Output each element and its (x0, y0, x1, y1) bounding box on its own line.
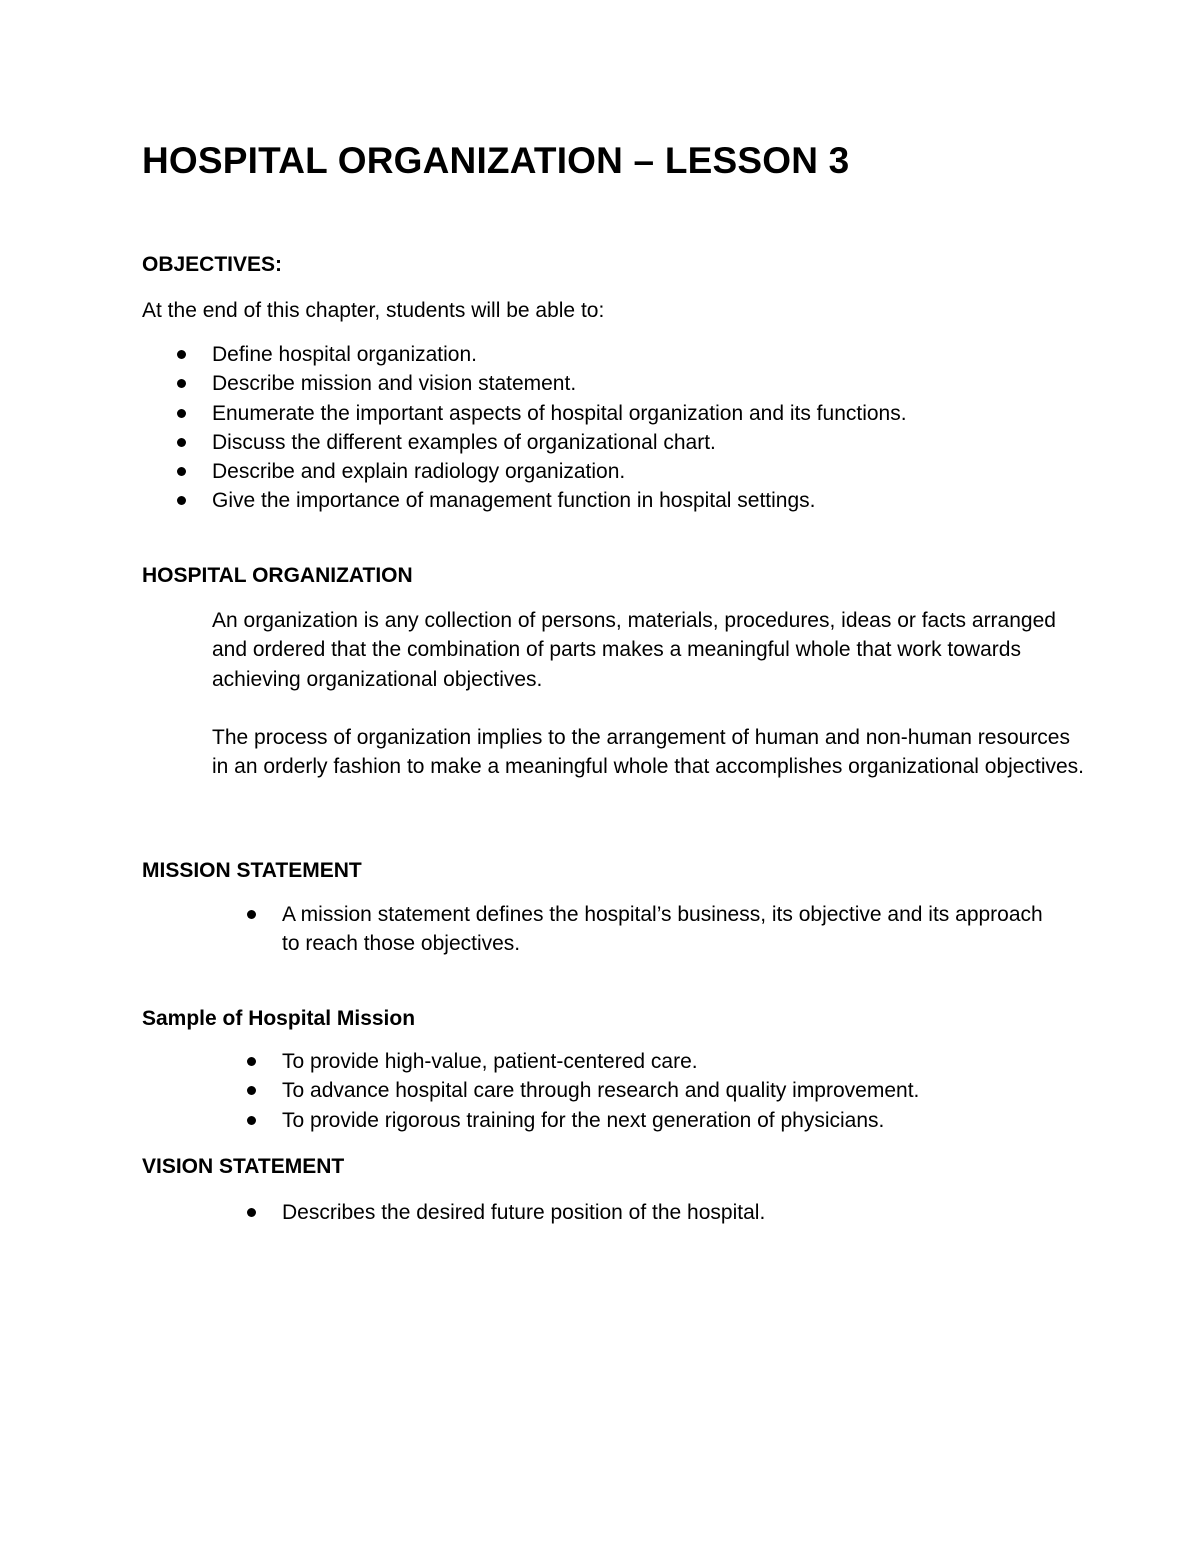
sample-mission-list (212, 1047, 1112, 1135)
bullet-icon (247, 1116, 256, 1125)
list-item: Describe mission and vision statement. (142, 369, 1102, 398)
list-item: Discuss the different examples of organizational chart. (142, 428, 1102, 457)
hospital-organization-paragraph-1: An organization is any collection of persons, materials, procedures, ideas or facts arranged and ordered that the combination of parts makes a meaningful whole that work towards achieving organizational objectives. (212, 609, 1056, 691)
bullet-icon (247, 1086, 256, 1095)
bullet-icon (177, 379, 186, 388)
bullet-icon (177, 438, 186, 447)
objectives-list (142, 340, 1102, 516)
vision-statement-heading: VISION STATEMENT (142, 1155, 345, 1178)
list-item: Give the importance of management function in hospital settings. (142, 486, 1102, 515)
mission-statement-list (212, 900, 1052, 959)
list-item: A mission statement defines the hospital’s business, its objective and its approach to reach those objectives. (212, 900, 1052, 959)
bullet-icon (247, 910, 256, 919)
bullet-icon (177, 350, 186, 359)
list-item: To advance hospital care through research and quality improvement. (212, 1076, 1112, 1105)
vision-statement-list (212, 1198, 1112, 1227)
objectives-heading: OBJECTIVES: (142, 253, 283, 276)
list-item: To provide rigorous training for the next generation of physicians. (212, 1106, 1112, 1135)
bullet-icon (177, 409, 186, 418)
bullet-icon (177, 467, 186, 476)
hospital-organization-paragraph-2: The process of organization implies to the arrangement of human and non-human resources in an orderly fashion to make a meaningful whole that accomplishes organizational objectives. (212, 726, 1084, 779)
list-item: To provide high-value, patient-centered care. (212, 1047, 1112, 1076)
hospital-organization-heading: HOSPITAL ORGANIZATION (142, 564, 413, 587)
list-item: Describes the desired future position of the hospital. (212, 1198, 1112, 1227)
list-item: Enumerate the important aspects of hospital organization and its functions. (142, 399, 1102, 428)
list-item: Define hospital organization. (142, 340, 1102, 369)
list-item: Describe and explain radiology organization. (142, 457, 1102, 486)
document-title: HOSPITAL ORGANIZATION – LESSON 3 (142, 140, 850, 181)
objectives-intro: At the end of this chapter, students will be able to: (142, 299, 605, 322)
bullet-icon (177, 496, 186, 505)
mission-statement-heading: MISSION STATEMENT (142, 859, 362, 882)
bullet-icon (247, 1208, 256, 1217)
bullet-icon (247, 1057, 256, 1066)
sample-mission-heading: Sample of Hospital Mission (142, 1007, 416, 1030)
